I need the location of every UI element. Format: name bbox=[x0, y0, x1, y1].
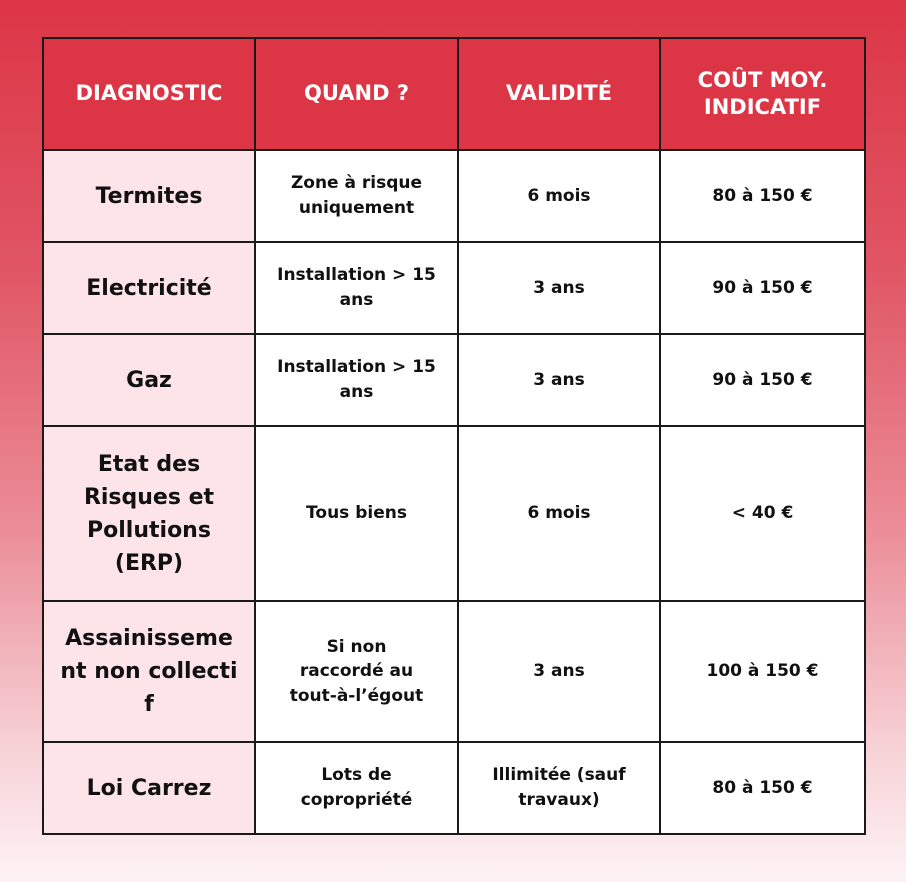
row-cout-cell: 90 à 150 € bbox=[660, 242, 865, 334]
row-diagnostic-cell: Termites bbox=[43, 150, 255, 242]
row-validite-cell: 3 ans bbox=[458, 242, 660, 334]
row-validite-cell: 6 mois bbox=[458, 426, 660, 601]
header-diagnostic: DIAGNOSTIC bbox=[43, 38, 255, 150]
header-cout: COÛT MOY. INDICATIF bbox=[660, 38, 865, 150]
row-diagnostic-cell: Assainissement non collectif bbox=[43, 601, 255, 742]
table-header-row bbox=[43, 38, 865, 150]
row-validite-cell: 3 ans bbox=[458, 601, 660, 742]
diagnostic-table bbox=[42, 37, 866, 835]
row-validite-cell: 3 ans bbox=[458, 334, 660, 426]
row-diagnostic-cell: Loi Carrez bbox=[43, 742, 255, 834]
row-quand-cell: Lots de copropriété bbox=[255, 742, 458, 834]
row-quand-cell: Installation > 15 ans bbox=[255, 334, 458, 426]
table-row bbox=[43, 601, 865, 742]
table-row bbox=[43, 426, 865, 601]
header-quand: QUAND ? bbox=[255, 38, 458, 150]
row-validite-cell: 6 mois bbox=[458, 150, 660, 242]
table-row bbox=[43, 334, 865, 426]
row-quand-cell: Installation > 15 ans bbox=[255, 242, 458, 334]
row-cout-cell: 90 à 150 € bbox=[660, 334, 865, 426]
row-cout-cell: < 40 € bbox=[660, 426, 865, 601]
row-cout-cell: 100 à 150 € bbox=[660, 601, 865, 742]
table-row bbox=[43, 742, 865, 834]
row-cout-cell: 80 à 150 € bbox=[660, 150, 865, 242]
table-row bbox=[43, 150, 865, 242]
row-quand-cell: Tous biens bbox=[255, 426, 458, 601]
row-quand-cell: Zone à risque uniquement bbox=[255, 150, 458, 242]
row-cout-cell: 80 à 150 € bbox=[660, 742, 865, 834]
row-validite-cell: Illimitée (sauf travaux) bbox=[458, 742, 660, 834]
header-validite: VALIDITÉ bbox=[458, 38, 660, 150]
row-diagnostic-cell: Etat des Risques et Pollutions (ERP) bbox=[43, 426, 255, 601]
table-row bbox=[43, 242, 865, 334]
diagnostic-table-container bbox=[42, 37, 866, 835]
row-quand-cell: Si non raccordé au tout-à-l’égout bbox=[255, 601, 458, 742]
row-diagnostic-cell: Gaz bbox=[43, 334, 255, 426]
row-diagnostic-cell: Electricité bbox=[43, 242, 255, 334]
